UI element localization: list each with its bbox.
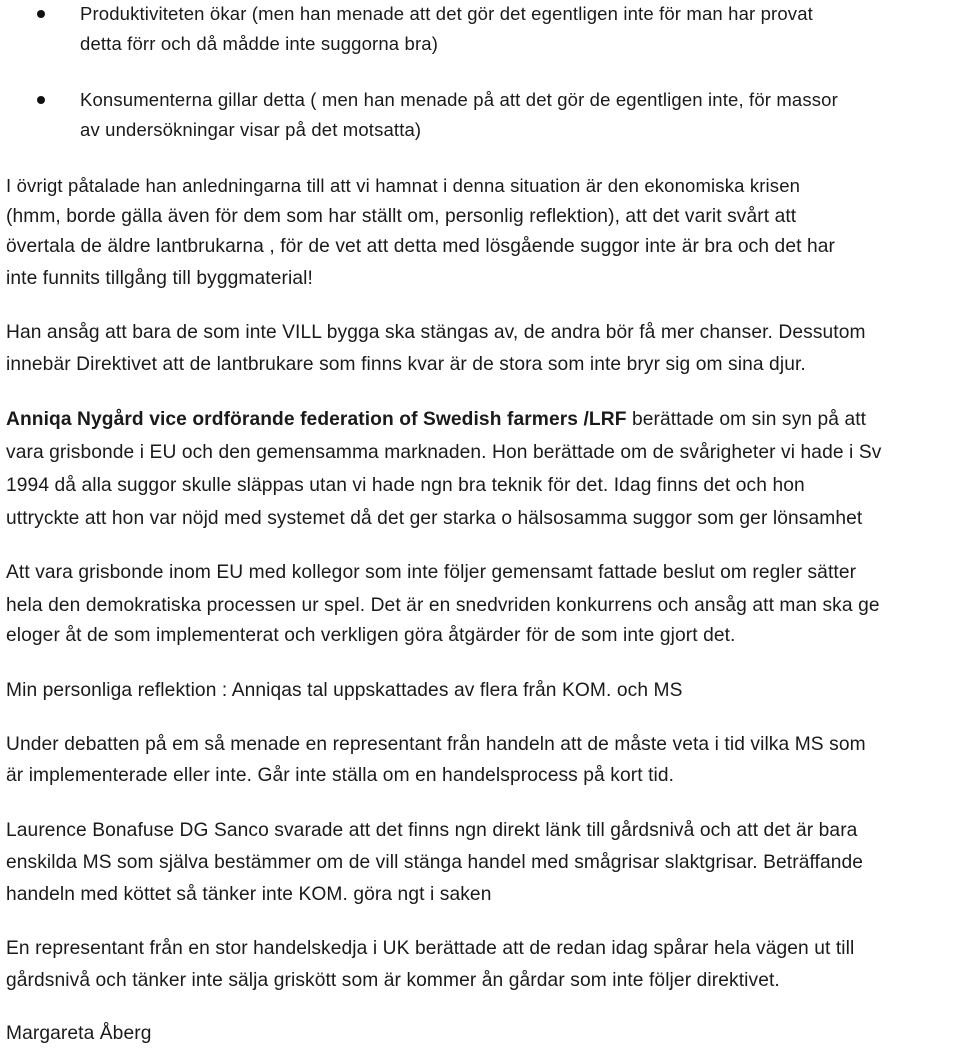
bullet-text-line: av undersökningar visar på det motsatta) (80, 119, 422, 140)
paragraph-line: Han ansåg att bara de som inte VILL bygga ska stängas av, de andra bör få mer chanser. Dessutom (6, 322, 866, 343)
paragraph-line: vara grisbonde i EU och den gemensamma marknaden. Hon berättade om de svårigheter vi hade i Sv (6, 442, 882, 463)
paragraph-line: hela den demokratiska processen ur spel. Det är en snedvriden konkurrens och ansåg att man ska ge (6, 595, 880, 616)
speaker-name: Anniqa Nygård vice ordförande federation of Swedish farmers /LRF (6, 409, 627, 430)
signature: Margareta Åberg (6, 1023, 152, 1044)
paragraph-line (6, 404, 866, 435)
paragraph-line: (hmm, borde gälla även för dem som har ställt om, personlig reflektion), att det varit svårt att (6, 206, 797, 227)
bullet-text-line: detta förr och då mådde inte suggorna bra) (80, 33, 439, 54)
paragraph-line: övertala de äldre lantbrukarna , för de vet att detta med lösgående suggor inte är bra och det har (6, 236, 835, 257)
paragraph-text: berättade om sin syn på att (626, 409, 867, 430)
bullet-text-line: Produktiviteten ökar (men han menade att det gör det egentligen inte för man har provat (80, 3, 813, 24)
paragraph-line: enskilda MS som själva bestämmer om de vill stänga handel med smågrisar slaktgrisar. Beträffande (6, 852, 864, 873)
paragraph-line: Laurence Bonafuse DG Sanco svarade att det finns ngn direkt länk till gårdsnivå och att det är bara (6, 820, 858, 841)
paragraph-line: 1994 då alla suggor skulle släppas utan vi hade ngn bra teknik för det. Idag finns det och hon (6, 475, 805, 496)
paragraph-line: I övrigt påtalade han anledningarna till att vi hamnat i denna situation är den ekonomiska krisen (6, 175, 801, 196)
bullet-icon (37, 96, 45, 104)
bullet-text-line: Konsumenterna gillar detta ( men han menade på att det gör de egentligen inte, för massor (80, 89, 838, 110)
paragraph-line: handeln med köttet så tänker inte KOM. göra ngt i saken (6, 884, 492, 905)
bullet-icon (37, 10, 45, 18)
paragraph-line: uttryckte att hon var nöjd med systemet då det ger starka o hälsosamma suggor som ger lönsamhet (6, 508, 863, 529)
paragraph-line: Att vara grisbonde inom EU med kollegor som inte följer gemensamt fattade beslut om regler sätter (6, 562, 857, 583)
paragraph-line: En representant från en stor handelskedja i UK berättade att de redan idag spårar hela vägen ut till (6, 938, 855, 959)
paragraph-line: inte funnits tillgång till byggmaterial! (6, 268, 313, 289)
paragraph-line: eloger åt de som implementerat och verkligen göra åtgärder för de som inte gjort det. (6, 625, 736, 646)
paragraph-line: Min personliga reflektion : Anniqas tal uppskattades av flera från KOM. och MS (6, 680, 683, 701)
paragraph-line: är implementerade eller inte. Går inte ställa om en handelsprocess på kort tid. (6, 765, 675, 786)
paragraph-line: innebär Direktivet att de lantbrukare som finns kvar är de stora som inte bryr sig om sina djur. (6, 354, 806, 375)
paragraph-line: Under debatten på em så menade en representant från handeln att de måste veta i tid vilka MS som (6, 734, 866, 755)
paragraph-line: gårdsnivå och tänker inte sälja griskött som är kommer ån gårdar som inte följer direktivet. (6, 970, 780, 991)
